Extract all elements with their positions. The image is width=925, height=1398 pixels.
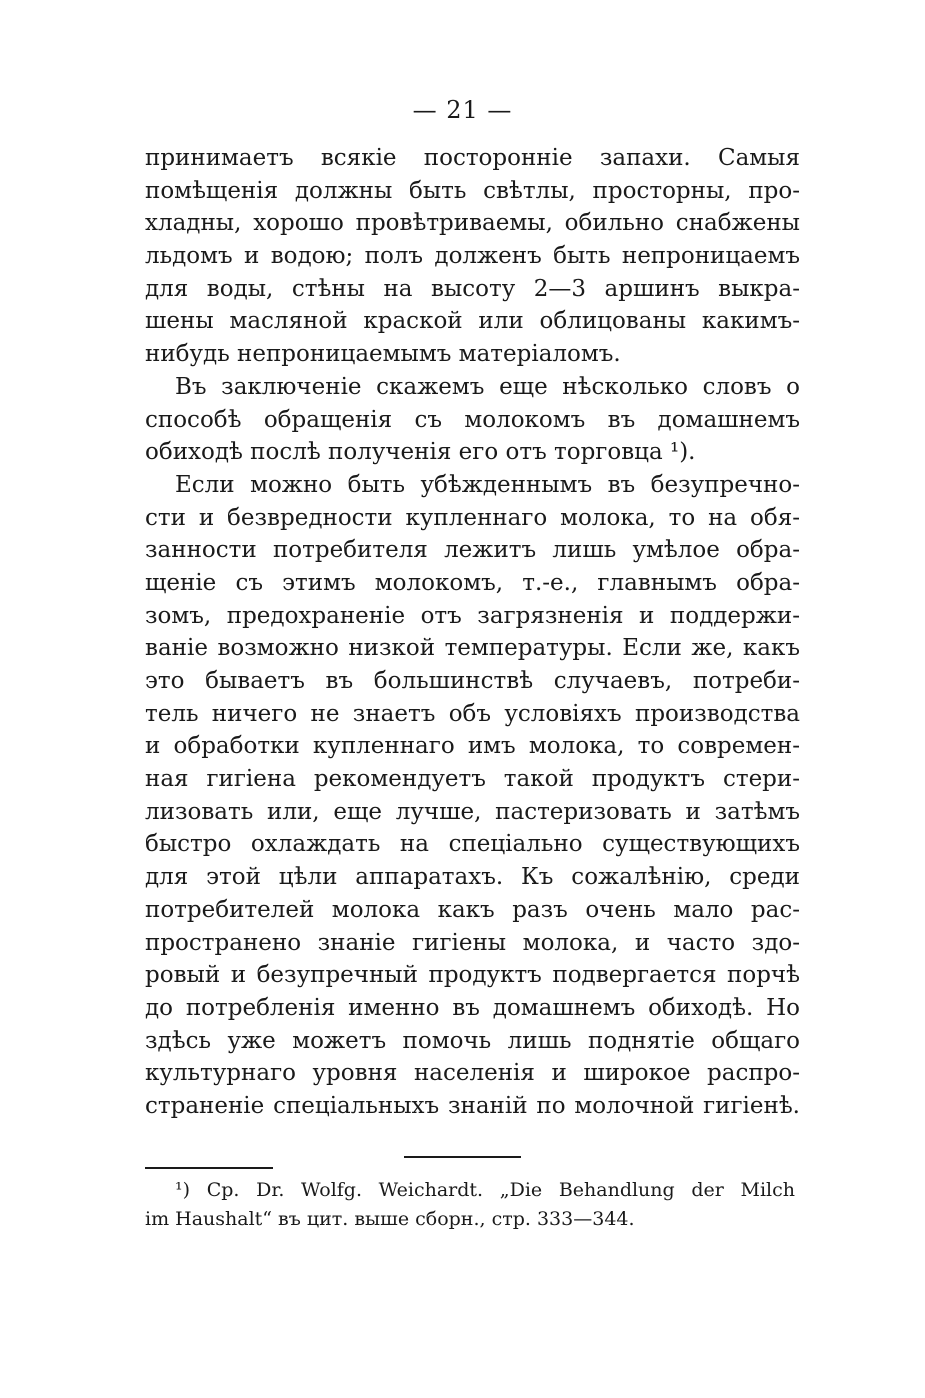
- text-line: и обработки купленнаго имъ молока, то современ-: [145, 733, 800, 760]
- footnote-line: im Haushalt“ въ цит. выше сборн., стр. 333—344.: [145, 1208, 635, 1230]
- text-line: принимаетъ всякіе посторонніе запахи. Самыя: [145, 145, 800, 171]
- text-line: хладны, хорошо провѣтриваемы, обильно снабжены: [145, 210, 800, 237]
- footnote: [145, 1176, 795, 1234]
- text-line: тель ничего не знаетъ объ условіяхъ производства: [145, 700, 800, 727]
- text-line: занности потребителя лежитъ лишь умѣлое обра-: [145, 537, 800, 564]
- text-line: щеніе съ этимъ молокомъ, т.-е., главнымъ обра-: [145, 569, 800, 596]
- body-text: [145, 142, 800, 1123]
- text-line: нибудь непроницаемымъ матеріаломъ.: [145, 341, 621, 368]
- text-line: обиходѣ послѣ полученія его отъ торговца ¹).: [145, 439, 696, 466]
- text-line: зомъ, предохраненіе отъ загрязненія и поддержи-: [145, 602, 800, 629]
- text-line: лизовать или, еще лучше, пастеризовать и затѣмъ: [145, 798, 800, 825]
- text-line: быстро охлаждать на спеціально существующихъ: [145, 831, 800, 858]
- page-number: — 21 —: [412, 96, 513, 124]
- text-line: помѣщенія должны быть свѣтлы, просторны, про-: [145, 177, 800, 204]
- text-line: страненіе спеціальныхъ знаній по молочной гигіенѣ.: [145, 1092, 800, 1119]
- text-line: Въ заключеніе скажемъ еще нѣсколько словъ о: [175, 373, 800, 400]
- text-line: культурнаго уровня населенія и широкое распро-: [145, 1060, 800, 1087]
- text-line: шены масляной краской или облицованы какимъ-: [145, 308, 800, 335]
- text-line: это бываетъ въ большинствѣ случаевъ, потреби-: [145, 668, 800, 694]
- text-line: здѣсь уже можетъ помочь лишь поднятіе общаго: [145, 1027, 800, 1054]
- text-line: сти и безвредности купленнаго молока, то на обя-: [145, 504, 800, 531]
- text-line: до потребленія именно въ домашнемъ обиходѣ. Но: [145, 994, 800, 1021]
- text-line: Если можно быть убѣжденнымъ въ безупречно-: [175, 471, 800, 498]
- text-line: потребителей молока какъ разъ очень мало рас-: [145, 896, 800, 923]
- footnote-divider: [145, 1167, 273, 1169]
- text-line: ваніе возможно низкой температуры. Если же, какъ: [145, 635, 800, 662]
- text-line: льдомъ и водою; полъ долженъ быть непроницаемъ: [145, 243, 800, 270]
- text-line: пространено знаніе гигіены молока, и часто здо-: [145, 929, 800, 956]
- text-line: для этой цѣли аппаратахъ. Къ сожалѣнію, среди: [145, 864, 800, 891]
- text-line: для воды, стѣны на высоту 2—3 аршинъ выкра-: [145, 275, 800, 302]
- text-line: способѣ обращенія съ молокомъ въ домашнемъ: [145, 406, 800, 433]
- footnote-line: ¹) Ср. Dr. Wolfg. Weichardt. „Die Behandlung der Milch: [175, 1179, 795, 1201]
- text-line: ровый и безупречный продуктъ подвергается порчѣ: [145, 962, 800, 989]
- text-line: ная гигіена рекомендуетъ такой продуктъ стери-: [145, 766, 800, 793]
- section-divider: [404, 1156, 521, 1158]
